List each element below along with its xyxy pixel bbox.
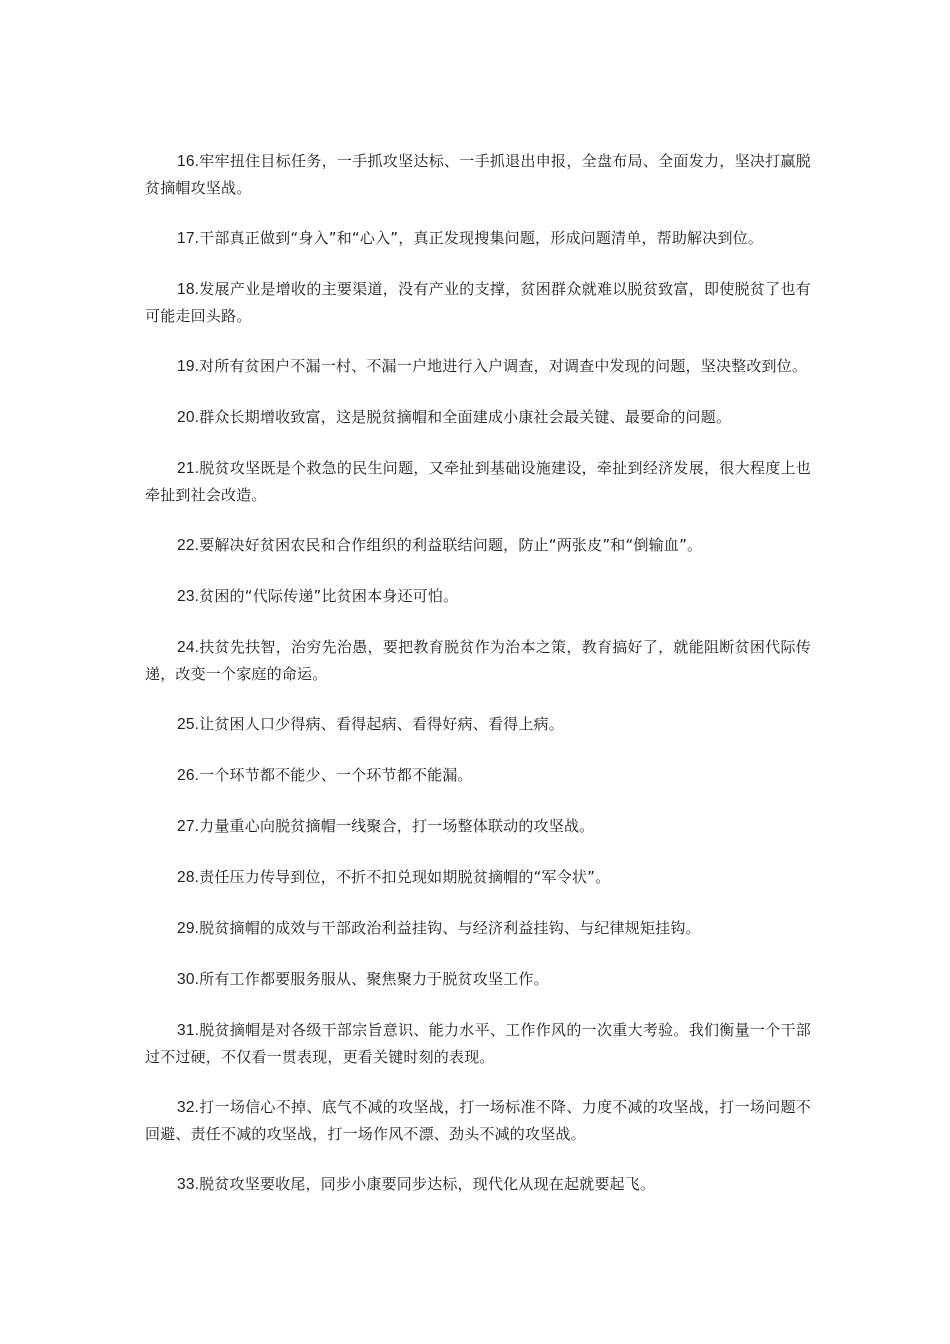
list-item — [145, 404, 811, 431]
list-item — [145, 864, 811, 891]
item-number: 21. — [177, 460, 200, 477]
item-text: 脱贫摘帽是对各级干部宗旨意识、能力水平、工作作风的一次重大考验。我们衡量一个干部过不过硬，不仅看一贯表现，更看关键时刻的表现。 — [145, 1021, 811, 1066]
list-item — [145, 1017, 811, 1070]
item-text: 群众长期增收致富，这是脱贫摘帽和全面建成小康社会最关键、最要命的问题。 — [199, 408, 732, 426]
item-number: 25. — [177, 716, 200, 733]
list-item — [145, 1171, 811, 1198]
item-number: 17. — [177, 230, 200, 247]
item-text: 一个环节都不能少、一个环节都不能漏。 — [199, 766, 473, 784]
item-number: 30. — [177, 971, 200, 988]
item-text: 所有工作都要服务服从、聚焦聚力于脱贫攻坚工作。 — [199, 970, 549, 988]
item-number: 20. — [177, 409, 200, 426]
list-item — [145, 148, 811, 201]
list-item — [145, 532, 811, 559]
item-text: 牢牢扭住目标任务，一手抓攻坚达标、一手抓退出申报，全盘布局、全面发力，坚决打赢脱贫摘帽攻坚战。 — [145, 152, 811, 197]
list-item — [145, 915, 811, 942]
item-number: 28. — [177, 869, 200, 886]
list-item — [145, 762, 811, 789]
item-number: 18. — [177, 281, 200, 298]
item-number: 31. — [177, 1022, 200, 1039]
list-item — [145, 966, 811, 993]
item-text: 扶贫先扶智，治穷先治愚，要把教育脱贫作为治本之策，教育搞好了，就能阻断贫困代际传递，改变一个家庭的命运。 — [145, 638, 811, 683]
item-text: 贫困的“代际传递”比贫困本身还可怕。 — [199, 587, 459, 605]
list-item — [145, 276, 811, 329]
list-item — [145, 353, 811, 380]
item-text: 让贫困人口少得病、看得起病、看得好病、看得上病。 — [199, 715, 564, 733]
item-number: 32. — [177, 1099, 200, 1116]
item-text: 责任压力传导到位，不折不扣兑现如期脱贫摘帽的“军令状”。 — [199, 868, 611, 886]
list-item — [145, 583, 811, 610]
item-number: 29. — [177, 920, 200, 937]
list-item — [145, 225, 811, 252]
item-number: 27. — [177, 818, 200, 835]
item-text: 力量重心向脱贫摘帽一线聚合，打一场整体联动的攻坚战。 — [199, 817, 595, 835]
list-item — [145, 455, 811, 508]
list-item — [145, 1094, 811, 1147]
item-number: 24. — [177, 639, 200, 656]
item-text: 脱贫摘帽的成效与干部政治利益挂钩、与经济利益挂钩、与纪律规矩挂钩。 — [199, 919, 701, 937]
item-number: 22. — [177, 537, 200, 554]
item-text: 要解决好贫困农民和合作组织的利益联结问题，防止“两张皮”和“倒输血”。 — [199, 536, 703, 554]
item-text: 脱贫攻坚既是个救急的民生问题，又牵扯到基础设施建设，牵扯到经济发展，很大程度上也牵扯到社会改造。 — [145, 459, 811, 504]
list-item — [145, 711, 811, 738]
item-number: 26. — [177, 767, 200, 784]
item-number: 23. — [177, 588, 200, 605]
item-text: 打一场信心不掉、底气不减的攻坚战，打一场标准不降、力度不减的攻坚战，打一场问题不回避、责任不减的攻坚战，打一场作风不漂、劲头不减的攻坚战。 — [145, 1098, 811, 1143]
item-number: 19. — [177, 358, 200, 375]
list-item — [145, 634, 811, 687]
item-text: 脱贫攻坚要收尾，同步小康要同步达标，现代化从现在起就要起飞。 — [199, 1175, 656, 1193]
item-number: 33. — [177, 1176, 200, 1193]
item-text: 发展产业是增收的主要渠道，没有产业的支撑，贫困群众就难以脱贫致富，即使脱贫了也有可能走回头路。 — [145, 280, 811, 325]
item-number: 16. — [177, 153, 200, 170]
item-text: 干部真正做到“身入”和“心入”，真正发现搜集问题，形成问题清单，帮助解决到位。 — [199, 229, 764, 247]
list-item — [145, 813, 811, 840]
document-body — [145, 148, 811, 1222]
item-text: 对所有贫困户不漏一村、不漏一户地进行入户调查，对调查中发现的问题，坚决整改到位。 — [199, 357, 808, 375]
